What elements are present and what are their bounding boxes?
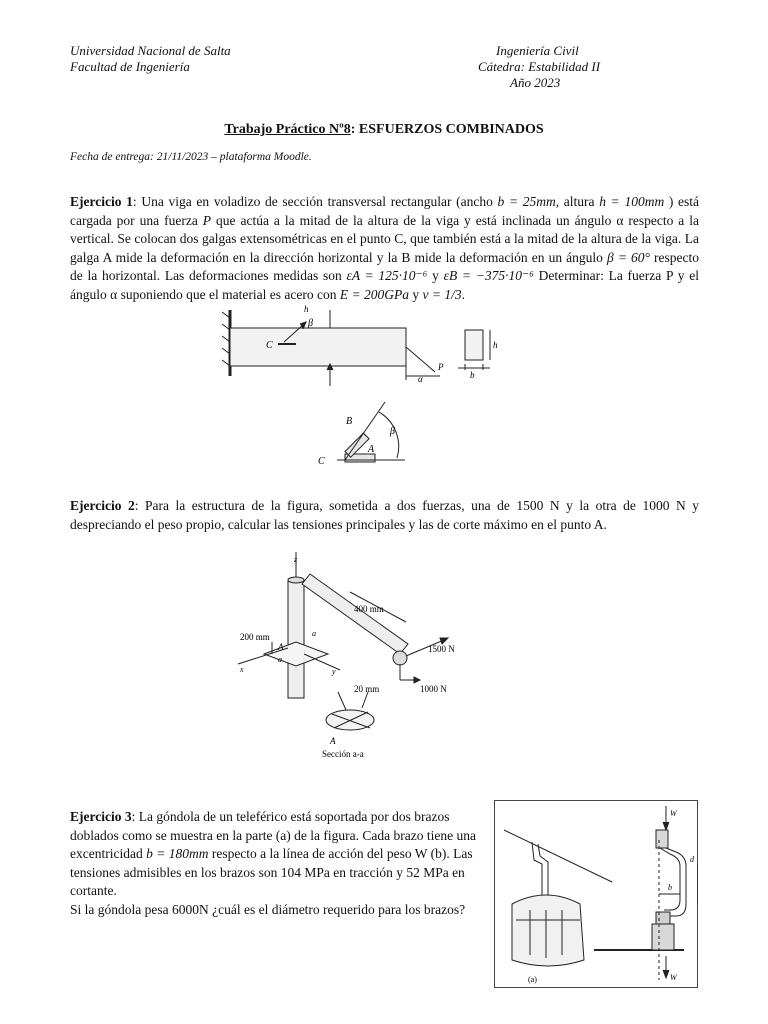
fig2-f1500: 1500 N	[428, 644, 455, 654]
ex3-text: : La góndola de un teleférico está soportada por dos brazos doblados como se muestra en la parte (a) de la figura. Cada brazo tiene una excentricidad	[70, 809, 476, 861]
university-name: Universidad Nacional de Salta	[70, 43, 231, 58]
fig3-W-bottom: W	[670, 973, 677, 982]
gondola-figure	[494, 800, 698, 988]
ex2-text: : Para la estructura de la figura, sometida a dos fuerzas, una de 1500 N y la otra de 1000 N y despreciando el peso propio, calcular las tensiones principales y las de corte máximo en el punto A.	[70, 498, 699, 532]
ex1-text: .	[461, 286, 465, 302]
ex3-question: Si la góndola pesa 6000N ¿cuál es el diámetro requerido para los brazos?	[70, 901, 466, 917]
exercise-3	[70, 808, 490, 919]
fig2-section: Sección a-a	[322, 749, 364, 759]
post-arm-figure	[230, 552, 470, 767]
fig2-f1000: 1000 N	[420, 684, 447, 694]
ex1-epsA: εA = 125·10⁻⁶	[346, 268, 428, 283]
ex1-b: b = 25mm	[497, 194, 556, 209]
exercise-1	[70, 193, 699, 304]
ex3-b: b = 180mm	[146, 846, 209, 861]
fig1-alpha: α	[418, 374, 423, 384]
exercise-2	[70, 497, 699, 534]
ex1-label: Ejercicio 1	[70, 194, 133, 209]
fig2-a1: a	[312, 629, 316, 638]
fig2-A2: A	[330, 736, 336, 746]
due-date: Fecha de entrega: 21/11/2023 – plataforma Moodle.	[70, 151, 312, 163]
fig2-len200: 200 mm	[240, 632, 270, 642]
fig1-beta: β	[308, 318, 313, 329]
fig1-h2: h	[493, 340, 498, 350]
fig1-B: B	[346, 416, 353, 427]
fig3-d: d	[690, 855, 694, 864]
fig3-b: b	[668, 883, 672, 892]
fig2-z: z	[294, 555, 298, 564]
ex3-label: Ejercicio 3	[70, 809, 132, 824]
ex1-nu: ν = 1/3	[422, 286, 462, 302]
career-name: Ingeniería Civil	[496, 43, 579, 58]
fig1-b: b	[470, 370, 475, 380]
course-name: Cátedra: Estabilidad II	[478, 59, 601, 74]
fig1-h: h	[304, 304, 309, 314]
fig1-A: A	[368, 444, 375, 455]
ex1-text: ) está cargada por una fuerza	[70, 194, 700, 228]
title-topic: : ESFUERZOS COMBINADOS	[350, 122, 544, 137]
fig1-C2: C	[318, 456, 325, 467]
ex1-text: que actúa a la mitad de la altura de la viga y está inclinada un ángulo α respecto a la vertical. Se colocan dos galgas extensométricas en el punto C, que también está a la mitad de la altura de la viga. La galga A mide la deformación en la dirección horizontal y la B mide la deformación en un ángulo	[70, 212, 699, 265]
fig2-y: y	[332, 667, 336, 676]
ex1-h: h = 100mm	[599, 194, 665, 209]
fig2-d20: 20 mm	[354, 684, 380, 694]
ex1-text: respecto de la horizontal. Las deformaciones medidas son	[70, 249, 699, 283]
page-title	[0, 122, 768, 138]
fig3-part-a-label: (a)	[528, 975, 537, 984]
ex1-text: , altura	[555, 194, 595, 209]
ex1-text: : Una viga en voladizo de sección transversal rectangular (ancho	[132, 194, 493, 209]
fig3-W-top: W	[670, 809, 677, 818]
ex1-text: Determinar: La fuerza P y el ángulo α suponiendo que el material es acero con	[70, 268, 700, 302]
fig1-P: P	[438, 362, 444, 372]
ex1-epsB: εB = −375·10⁻⁶	[443, 268, 534, 283]
header-right	[478, 43, 600, 91]
beam-figure	[200, 302, 520, 472]
faculty-name: Facultad de Ingeniería	[70, 59, 190, 74]
ex1-text: y	[432, 268, 439, 283]
ex3-text: respecto a la línea de acción del peso W (b). Las tensiones admisibles en los brazos son 104 MPa en tracción y 52 MPa en cortante.	[70, 846, 473, 898]
ex2-label: Ejercicio 2	[70, 498, 135, 513]
year: Año 2023	[510, 75, 561, 90]
title-number: Trabajo Práctico Nº8	[224, 122, 351, 137]
fig2-len400: 400 mm	[354, 604, 384, 614]
ex1-P: P	[202, 212, 212, 228]
fig2-A: A	[278, 642, 284, 652]
fig1-beta2: β	[390, 426, 395, 437]
fig1-C: C	[266, 340, 273, 351]
header-left	[70, 43, 231, 75]
ex1-E: E = 200GPa	[339, 286, 409, 302]
fig2-x: x	[240, 665, 244, 674]
fig2-a2: a	[278, 655, 282, 664]
ex1-beta: β = 60°	[607, 249, 650, 265]
ex1-text: y	[412, 286, 420, 302]
